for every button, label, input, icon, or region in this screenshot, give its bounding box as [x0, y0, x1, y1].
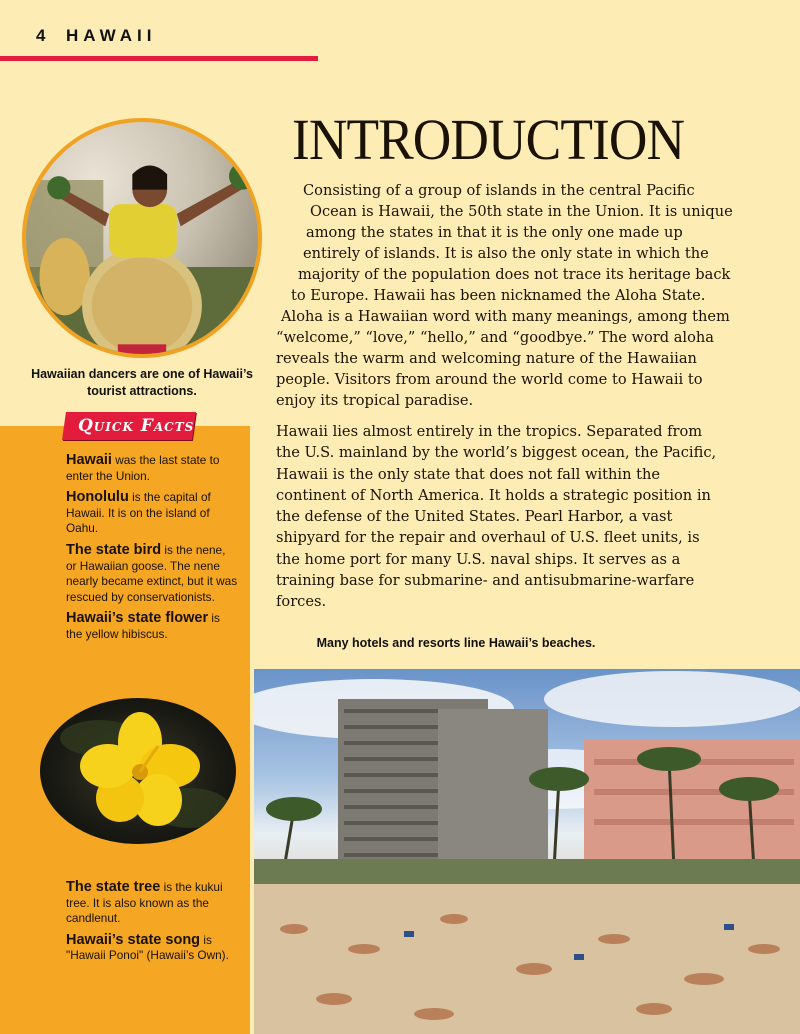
quick-facts-heading: Quick Facts	[78, 416, 195, 436]
fact-item	[66, 490, 238, 537]
fact-key: Honolulu	[66, 489, 129, 506]
quick-facts-list-bottom	[66, 880, 238, 970]
page-number: 4	[36, 26, 46, 45]
fact-text: is the capital of Hawaii. It is on the island of Oahu.	[66, 490, 211, 536]
page-header	[0, 0, 800, 62]
intro-line: reveals the warm and welcoming nature of the Hawaiian	[276, 350, 697, 367]
fact-text: is the nene, or Hawaiian goose. The nene nearly became extinct, but it was rescued by conservationists.	[66, 542, 238, 604]
intro-line: “welcome,” “love,” “hello,” and “goodbye.” The word aloha	[276, 329, 714, 346]
fact-item	[66, 453, 238, 484]
fact-text: was the last state to enter the Union.	[66, 453, 220, 483]
hibiscus-photo	[40, 698, 236, 844]
quick-facts-list-top	[66, 453, 238, 649]
page-title: INTRODUCTION	[292, 107, 685, 172]
beach-photo	[254, 669, 800, 1034]
dancers-photo	[22, 118, 262, 358]
intro-line: entirely of islands. It is also the only state in which the	[303, 245, 709, 262]
fact-key: The state tree	[66, 879, 161, 895]
fact-text: is "Hawaii Ponoi" (Hawaii’s Own).	[66, 932, 229, 963]
fact-key: Hawaii’s state flower	[66, 610, 209, 627]
fact-key: Hawaii’s state song	[66, 931, 201, 948]
intro-line: to Europe. Hawaii has been nicknamed the Aloha State.	[291, 287, 706, 304]
intro-paragraph-2: Hawaii lies almost entirely in the tropics. Separated from the U.S. mainland by the world’s biggest ocean, the Pacific, Hawaii is the only state that does not fall within the continent of North America. It holds a strategic position in the defense of the United States. Pearl Harbor, a vast shipyard for the repair and overhaul of U.S. fleet units, is the home port for many U.S. naval ships. It serves as a training base for submarine- and antisubmarine-warfare forces.	[276, 423, 717, 611]
fact-text: is the yellow hibiscus.	[66, 611, 220, 641]
intro-line: Ocean is Hawaii, the 50th state in the Union. It is unique	[310, 203, 733, 220]
running-title: HAWAII	[66, 26, 157, 45]
fact-text: is the kukui tree. It is also known as the candlenut.	[66, 880, 223, 926]
beach-caption: Many hotels and resorts line Hawaii’s beaches.	[316, 636, 596, 650]
intro-line: majority of the population does not trace its heritage back	[298, 266, 731, 283]
fact-item	[66, 611, 238, 642]
fact-item	[66, 933, 238, 964]
intro-line: Aloha is a Hawaiian word with many meanings, among them	[281, 308, 730, 325]
intro-line: enjoy its tropical paradise.	[276, 392, 474, 409]
fact-item	[66, 543, 238, 605]
fact-key: Hawaii	[66, 452, 112, 468]
header-rule	[0, 56, 318, 61]
intro-line: Consisting of a group of islands in the central Pacific	[303, 182, 695, 199]
fact-key: The state bird	[66, 541, 162, 558]
intro-line: among the states in that it is the only one made up	[306, 224, 683, 241]
intro-line: people. Visitors from around the world come to Hawaii to	[276, 371, 703, 388]
fact-item	[66, 880, 238, 927]
dancers-caption: Hawaiian dancers are one of Hawaii’s tourist attractions.	[31, 367, 253, 398]
